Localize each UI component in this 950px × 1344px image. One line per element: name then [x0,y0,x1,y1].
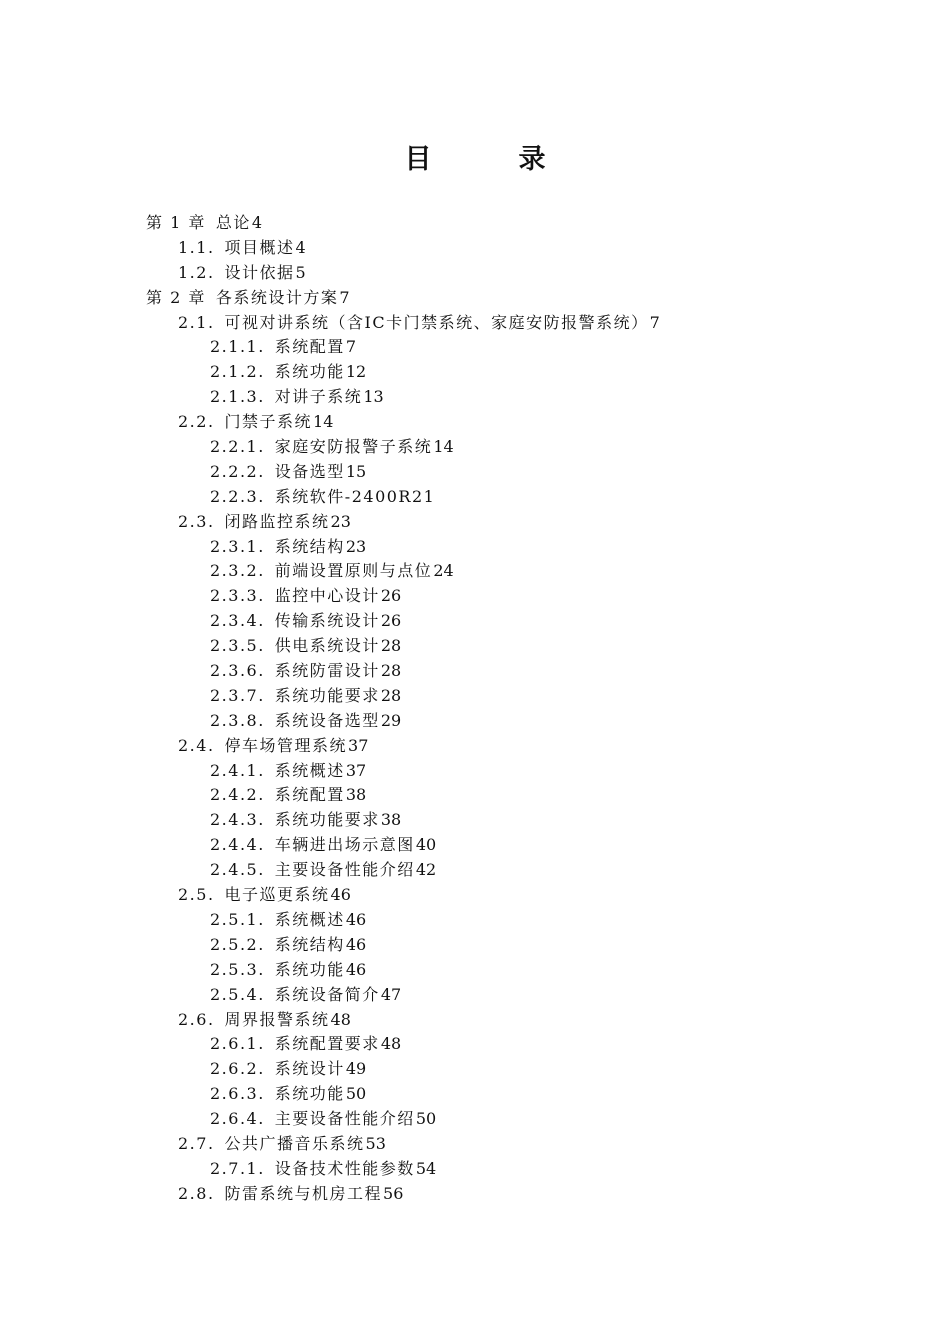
toc-entry-page: 47 [380,984,402,1004]
toc-entry-page: 12 [345,362,367,382]
toc-entry-title: 主要设备性能介绍 [274,860,415,880]
toc-entry-page: 46 [330,885,351,905]
toc-entry-page: 48 [380,1034,402,1054]
toc-entry-page: 48 [330,1009,351,1029]
toc-entry-number: 2.3.1. [210,536,265,556]
toc-entry-number: 2.1.2. [210,362,265,382]
toc-entry-page: 4 [251,213,263,232]
toc-entry-page: 40 [415,835,437,855]
toc-entry-number: 2.3.4. [210,611,265,631]
toc-entry-number: 2.5.4. [210,984,265,1004]
toc-entry-title: 系统功能要求 [274,685,380,705]
toc-entry[interactable] [0,211,950,236]
toc-entry-page: 50 [415,1109,437,1129]
toc-entry-title: 项目概述 [224,237,295,257]
toc-entry-number: 2.7.1. [210,1158,265,1178]
toc-entry[interactable] [0,709,950,734]
toc-entry-title: 家庭安防报警子系统 [274,437,433,457]
toc-entry[interactable] [0,933,950,958]
toc-entry-title: 系统防雷设计 [274,661,380,681]
toc-entry-title: 公共广播音乐系统 [224,1133,365,1153]
toc-entry-number: 2.8. [178,1183,215,1203]
toc-entry-number: 2.1. [178,312,215,332]
toc-entry-title: 系统功能 [274,362,345,382]
toc-entry[interactable] [0,410,950,435]
toc-entry-page: 50 [345,1084,367,1104]
toc-entry-title: 系统设计 [274,1059,345,1079]
toc-entry-number: 2.6.3. [210,1084,265,1104]
toc-entry[interactable] [0,360,950,385]
toc-title: 目 录 [404,144,576,175]
toc-entry-title: 车辆进出场示意图 [274,835,415,855]
toc-entry-page: 23 [330,511,351,531]
toc-entry-page: 7 [339,287,350,307]
toc-entry-page: 28 [380,685,402,705]
toc-entry[interactable] [0,435,950,460]
toc-entry-title: 主要设备性能介绍 [274,1109,415,1129]
toc-entry[interactable] [0,659,950,684]
toc-entry-page: 7 [345,337,356,357]
toc-entry-title: 电子巡更系统 [224,885,330,905]
toc-entry-number: 2.3.2. [210,561,265,581]
toc-entry-title: 对讲子系统 [274,387,363,407]
toc-entry-number: 2.6.1. [210,1034,265,1054]
toc-entry[interactable] [0,559,950,584]
toc-entry[interactable] [0,634,950,659]
toc-entry-page: 53 [365,1133,386,1153]
toc-entry[interactable] [0,584,950,609]
toc-entry-title: 系统结构 [274,934,345,954]
toc-entry-number: 2.1.1. [210,337,265,357]
toc-entry-number: 2.2.2. [210,461,265,481]
toc-entry-page: 7 [649,312,660,332]
toc-entry-title: 传输系统设计 [274,611,380,631]
toc-entry-title: 可视对讲系统（含IC卡门禁系统、家庭安防报警系统） [224,312,649,332]
toc-entry-title: 停车场管理系统 [224,735,348,755]
toc-entry-title: 周界报警系统 [224,1009,330,1029]
toc-entry[interactable] [0,335,950,360]
toc-entry[interactable] [0,1157,950,1182]
toc-entry-page: 46 [345,934,367,954]
toc-entry-number: 2.5.1. [210,909,265,929]
toc-entry-number: 第 2 章 [146,287,206,307]
toc-entry-number: 2.3.3. [210,586,265,606]
toc-entry-number: 2.4.2. [210,785,265,805]
toc-entry-title: 系统设备选型 [274,710,380,730]
toc-entry-number: 2.4.5. [210,860,265,880]
toc-entry-title: 系统概述 [274,909,345,929]
toc-entry-title: 防雷系统与机房工程 [224,1183,383,1203]
toc-entry-page: 24 [433,561,454,581]
toc-entry-title: 系统配置 [274,785,345,805]
toc-entry-page: 4 [295,237,306,257]
toc-entry-number: 2.4.1. [210,760,265,780]
toc-entry-page: 5 [295,262,306,282]
toc-entry-number: 2.2.3. [210,486,265,506]
toc-entry-number: 2.2.1. [210,437,265,457]
toc-entry-title: 系统功能要求 [274,810,380,830]
toc-entry-number: 2.1.3. [210,387,265,407]
toc-entry[interactable] [0,1082,950,1107]
toc-entry[interactable] [0,311,950,336]
toc-entry-title: 系统结构 [274,536,345,556]
toc-entry[interactable] [0,759,950,784]
toc-entry-page: 37 [348,735,369,755]
toc-entry-number: 第 1 章 [146,213,206,232]
toc-entry[interactable] [0,286,950,311]
toc-entry-page: 37 [345,760,367,780]
toc-entry-page: 46 [345,909,367,929]
toc-entry[interactable] [0,1107,950,1132]
toc-entry-page: 23 [345,536,367,556]
toc-entry-page: 38 [345,785,367,805]
toc-entry[interactable] [0,1182,950,1207]
toc-entry-number: 2.5. [178,885,215,905]
toc-entry[interactable] [0,958,950,983]
toc-entry[interactable] [0,385,950,410]
toc-entry-page: 38 [380,810,402,830]
toc-entry[interactable] [0,833,950,858]
toc-entry-title: 系统功能 [274,959,345,979]
toc-entry-title: 设备选型 [274,461,345,481]
toc-entry-page: 29 [380,710,402,730]
toc-entry-page: 14 [313,412,334,432]
toc-entry-page: 13 [363,387,384,407]
toc-entry-number: 2.3.7. [210,685,265,705]
toc-entry-title: 各系统设计方案 [215,287,339,307]
toc-entry-number: 1.2. [178,262,215,282]
toc-entry-page: 15 [345,461,367,481]
toc-entry-title: 系统配置 [274,337,345,357]
toc-entry[interactable] [0,883,950,908]
toc-list [0,211,950,1207]
toc-entry-title: 闭路监控系统 [224,511,330,531]
toc-entry[interactable] [0,510,950,535]
toc-entry-number: 2.6.2. [210,1059,265,1079]
toc-entry-number: 2.7. [178,1133,215,1153]
toc-entry-number: 2.6. [178,1009,215,1029]
toc-entry-number: 2.5.3. [210,959,265,979]
toc-entry[interactable] [0,1132,950,1157]
toc-entry-title: 供电系统设计 [274,636,380,656]
toc-entry-title: 设计依据 [224,262,295,282]
toc-entry-title: 系统功能 [274,1084,345,1104]
toc-entry-title: 监控中心设计 [274,586,380,606]
toc-entry-page: 56 [383,1183,404,1203]
toc-entry-title: 系统概述 [274,760,345,780]
toc-entry-title: 设备技术性能参数 [274,1158,415,1178]
toc-entry-page: 46 [345,959,367,979]
toc-entry-page: 42 [415,860,437,880]
toc-entry-number: 2.4.4. [210,835,265,855]
toc-entry-number: 1.1. [178,237,215,257]
toc-entry-title: 总论 [215,213,251,232]
toc-entry-page: 14 [433,437,454,457]
toc-entry[interactable] [0,858,950,883]
toc-entry-title: 系统设备简介 [274,984,380,1004]
toc-entry[interactable] [0,535,950,560]
toc-entry[interactable] [0,684,950,709]
toc-entry-page: 54 [415,1158,437,1178]
toc-entry-number: 2.4. [178,735,215,755]
toc-entry[interactable] [0,983,950,1008]
toc-entry-number: 2.6.4. [210,1109,265,1129]
toc-entry[interactable] [0,236,950,261]
toc-entry[interactable] [0,261,950,286]
toc-entry-page: 26 [380,611,402,631]
toc-entry[interactable] [0,908,950,933]
toc-entry-title: 系统软件-2400R21 [274,486,436,506]
toc-entry[interactable] [0,808,950,833]
toc-entry-title: 门禁子系统 [224,412,313,432]
toc-entry-number: 2.3.5. [210,636,265,656]
toc-entry-number: 2.3.6. [210,661,265,681]
toc-entry-number: 2.5.2. [210,934,265,954]
toc-entry[interactable] [0,460,950,485]
toc-entry-number: 2.3. [178,511,215,531]
toc-entry-title: 前端设置原则与点位 [274,561,433,581]
toc-entry-page: 26 [380,586,402,606]
toc-entry-number: 2.2. [178,412,215,432]
toc-entry-number: 2.3.8. [210,710,265,730]
toc-entry-title: 系统配置要求 [274,1034,380,1054]
toc-entry[interactable] [0,1008,950,1033]
toc-entry[interactable] [0,1057,950,1082]
toc-entry[interactable] [0,609,950,634]
toc-entry[interactable] [0,485,950,510]
toc-entry-page: 28 [380,636,402,656]
toc-entry[interactable] [0,783,950,808]
toc-entry-page: 49 [345,1059,367,1079]
toc-entry-page: 28 [380,661,402,681]
toc-entry-number: 2.4.3. [210,810,265,830]
toc-entry[interactable] [0,1032,950,1057]
toc-entry[interactable] [0,734,950,759]
